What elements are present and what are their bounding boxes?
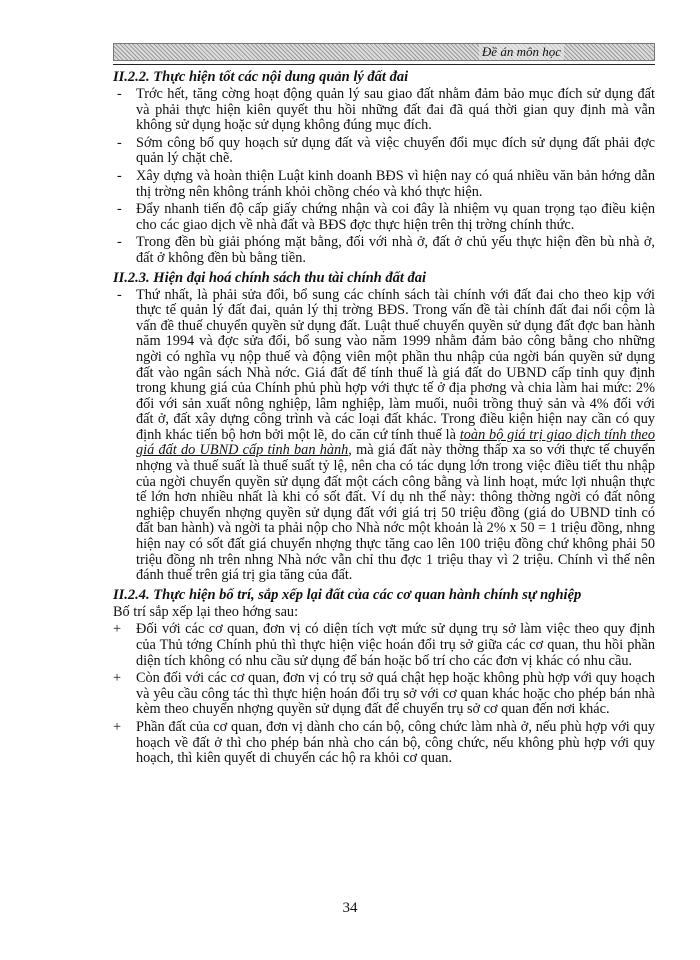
dash-bullet: -: [117, 86, 122, 102]
dash-bullet: -: [117, 167, 122, 184]
list-item-text: Thứ nhất, là phải sửa đổi, bổ sung các chính sách tài chính với đất đai cho theo kịp với thực tế quản lý đất đai, quản lý thị trờng BĐS. Trong vấn đề tài chính đất đai nổi cộm là vấn đề thuế chuyển quyền sử dụng đất. Luật thuế chuyển quyền sử dụng đất đợc ban hành năm 1994 và đợc sửa đổi, bổ sung vào năm 1999 nhằm đảm bảo công bằng cho những ngời có nghĩa vụ nộp thuế và động viên một phần thu nhập của ngời bán quyền sử dụng đất vào ngân sách Nhà nớc. Giá đất để tính thuế là giá đất do UBND cấp tỉnh quy định trong khung giá của Chính phủ phù hợp với thực tế ở địa phơng và chia làm hai mức: 2% đối với sản xuất nông nghiệp, lâm nghiệp, làm muối, nuôi trồng thuỷ sản và 4% đối với đất ở, đất xây dựng công trình và các loại đất khác. Trong điều kiện hiện nay cần có quy định khác tiến bộ hơn bởi một lẽ, do căn cứ tính thuế là: [136, 286, 655, 443]
dash-bullet: -: [117, 134, 122, 151]
list-item: [113, 235, 655, 266]
plus-bullet: +: [113, 670, 122, 687]
dash-bullet: -: [117, 201, 122, 218]
section-heading-2-2: II.2.2. Thực hiện tốt các nội dung quản lý đất đai: [113, 69, 409, 85]
list-item-text: Xây dựng và hoàn thiện Luật kinh doanh BĐS vì hiện nay có quá nhiều văn bản hớng dẫn thị trờng nên không tránh khỏi chồng chéo và khó thực hiện.: [136, 167, 655, 200]
list-item-text: Phần đất của cơ quan, đơn vị dành cho cán bộ, công chức làm nhà ở, nếu phù hợp với quy hoạch về đất ở thì cho phép bán nhà cho cán bộ, công chức, nếu không phù hợp với quy hoạch, thì kiên quyết di chuyển các hộ ra khỏi cơ quan.: [136, 718, 655, 767]
section-heading-2-3: II.2.3. Hiện đại hoá chính sách thu tài chính đất đai: [113, 269, 427, 286]
list-item-text: Đẩy nhanh tiến độ cấp giấy chứng nhận và coi đây là nhiệm vụ quan trọng tạo điều kiện cho các giao dịch về nhà đất và BĐS đợc thực hiện trên thị trờng chính thức.: [136, 201, 655, 233]
list-item-text: Trớc hết, tăng cờng hoạt động quản lý sau giao đất nhằm đảm bảo mục đích sử dụng đất và phải thực hiện kiên quyết thu hồi những đất đai đã quá thời gian quy định mà vẫn không sử dụng hoặc sử dụng không đúng mục đích.: [136, 86, 655, 134]
plus-bullet: +: [113, 718, 122, 735]
list-item: [113, 202, 655, 233]
list-item: [113, 288, 655, 584]
list-item: [113, 671, 655, 718]
page-header-band: [113, 43, 655, 61]
list-item: [113, 720, 655, 767]
italic-underlined-phrase: toàn bộ giá trị giao dịch tính theo giá đất do UBND cấp tỉnh ban hành: [136, 426, 655, 459]
list-item-text: Đối với các cơ quan, đơn vị có diện tích vợt mức sử dụng trụ sở làm việc theo quy định của Thủ tớng Chính phủ thì thực hiện việc hoán đổi trụ sở giữa các cơ quan, thu hồi phần diện tích không có nhu cầu sử dụng để bán hoặc bố trí cho các đơn vị khác có nhu cầu.: [136, 621, 655, 669]
page-number: 34: [342, 900, 358, 916]
list-item-text: Còn đối với các cơ quan, đơn vị có trụ sở quá chật hẹp hoặc không phù hợp với quy hoạch và yêu cầu công tác thì thực hiện hoán đổi trụ sở với cơ quan khác hoặc cho phép bán nhà kèm theo chuyển nhợng quyền sử dụng đất để chuyển trụ sở cơ quan đến nơi khác.: [136, 670, 655, 718]
dash-bullet: -: [117, 234, 122, 251]
list-item-text-continuation: , mà giá đất này thờng thấp xa so với thực tế chuyển nhợng và thuế suất là thuế suất tỷ lệ, nên cha có tác dụng lớn trong việc điều tiết thu nhập của ngời chuyển quyền sử dụng đất một cách công bằng và linh hoạt, mức lợi nhuận thực tế lớn hơn nhiều nhất là khi có sốt đất. Ví dụ nh thế này: thông thờng ngời có đất nông nghiệp chuyển nhợng quyền sử dụng đất với giá trị 50 triệu đồng (giá do UBND tỉnh có đất ban hành) và ngời ta phải nộp cho Nhà nớc một khoản là 2% x 50 = 1 triệu đồng, nhng hiện nay có sốt đất giá chuyển nhợng thực tăng cao lên 100 triệu đồng chứ không phải 50 triệu đồng nh trên nhng Nhà nớc vẫn chỉ thu đợc 1 triệu thay vì 2 triệu. Chính vì thế nên đánh thuế trên giá trị gia tăng của đất.: [136, 442, 655, 584]
list-item: [113, 87, 655, 134]
list-item: [113, 622, 655, 669]
plus-bullet: +: [113, 621, 122, 638]
dash-bullet: -: [117, 286, 122, 303]
header-title: Đề án môn học: [479, 44, 564, 60]
list-item: [113, 169, 655, 200]
page-content: [113, 67, 655, 769]
section-intro: Bố trí sắp xếp lại theo hớng sau:: [113, 603, 299, 620]
list-item-text: Trong đền bù giải phóng mặt bằng, đối với nhà ở, đất ở chủ yếu thực hiện đền bù nhà ở, đất ở không đền bù bằng tiền.: [136, 234, 655, 266]
section-heading-2-4: II.2.4. Thực hiện bố trí, sắp xếp lại đất của các cơ quan hành chính sự nghiệp: [113, 586, 582, 603]
list-item-text: Sớm công bố quy hoạch sử dụng đất và việc chuyển đổi mục đích sử dụng đất phải đợc quản lý chặt chẽ.: [136, 134, 655, 167]
header-rule: [113, 64, 655, 65]
list-item: [113, 136, 655, 167]
